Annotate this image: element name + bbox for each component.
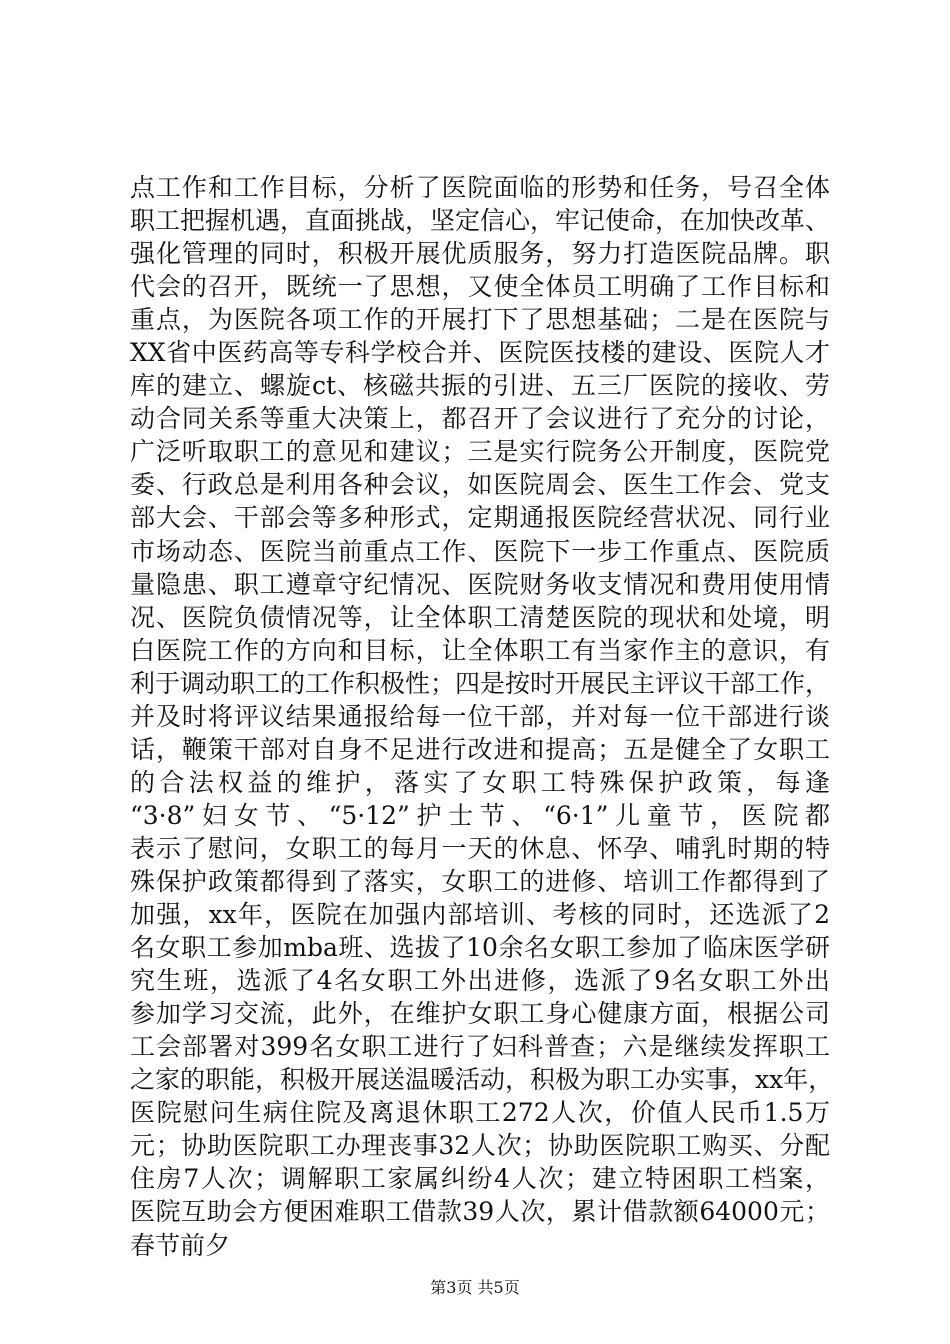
body-text-line: XX省中医药高等专科学校合并、医院医技楼的建设、医院人才: [130, 338, 830, 368]
body-text-line: 医院慰问生病住院及离退休职工272人次，价值人民币1.5万: [130, 1098, 830, 1128]
page-footer: 第3页 共5页: [430, 1278, 520, 1297]
body-text-line: 殊保护政策都得到了落实，女职工的进修、培训工作都得到了: [130, 866, 830, 896]
body-text-line: 利于调动职工的工作积极性；四是按时开展民主评议干部工作，: [130, 668, 831, 698]
body-text-line: 量隐患、职工遵章守纪情况、医院财务收支情况和费用使用情: [130, 569, 830, 599]
body-text-line: 的合法权益的维护，落实了女职工特殊保护政策，每逢: [130, 767, 830, 797]
body-text-line: 强化管理的同时，积极开展优质服务，努力打造医院品牌。职: [130, 239, 830, 269]
body-text: [130, 171, 834, 1262]
body-text-line: 加强，xx年，医院在加强内部培训、考核的同时，还选派了2: [130, 900, 830, 930]
body-text-line: 动合同关系等重大决策上，都召开了会议进行了充分的讨论，: [130, 404, 830, 434]
body-text-line: 医院互助会方便困难职工借款39人次，累计借款额64000元；: [130, 1197, 830, 1227]
body-text-line: 表示了慰问，女职工的每月一天的休息、怀孕、哺乳时期的特: [130, 833, 830, 863]
body-text-line: 重点，为医院各项工作的开展打下了思想基础；二是在医院与: [130, 305, 830, 335]
body-text-line: 委、行政总是利用各种会议，如医院周会、医生工作会、党支: [130, 470, 830, 500]
body-text-line: 工会部署对399名女职工进行了妇科普查；六是继续发挥职工: [130, 1032, 830, 1062]
body-text-line: 元；协助医院职工办理丧事32人次；协助医院职工购买、分配: [130, 1131, 830, 1161]
body-text-line: 话，鞭策干部对自身不足进行改进和提高；五是健全了女职工: [130, 734, 830, 764]
body-text-line: “3·8”妇女节、“5·12”护士节、“6·1”儿童节，医院都: [130, 800, 830, 830]
body-text-line: 市场动态、医院当前重点工作、医院下一步工作重点、医院质: [130, 536, 830, 566]
body-text-line: 究生班，选派了4名女职工外出进修，选派了9名女职工外出: [130, 966, 830, 996]
body-text-line: 部大会、干部会等多种形式，定期通报医院经营状况、同行业: [130, 503, 830, 533]
body-text-line: 广泛听取职工的意见和建议；三是实行院务公开制度，医院党: [130, 437, 830, 467]
body-text-line: 名女职工参加mba班、选拔了10余名女职工参加了临床医学研: [130, 933, 830, 963]
body-text-line: 之家的职能，积极开展送温暖活动，积极为职工办实事，xx年，: [130, 1065, 834, 1095]
body-text-line: 库的建立、螺旋ct、核磁共振的引进、五三厂医院的接收、劳: [130, 371, 830, 401]
body-text-line: 况、医院负债情况等，让全体职工清楚医院的现状和处境，明: [130, 602, 830, 632]
body-text-line: 点工作和工作目标，分析了医院面临的形势和任务，号召全体: [130, 173, 830, 202]
body-text-line: 住房7人次；调解职工家属纠纷4人次；建立特困职工档案，: [130, 1164, 830, 1194]
body-text-line: 职工把握机遇，直面挑战，坚定信心，牢记使命，在加快改革、: [130, 206, 831, 236]
body-text-line: 春节前夕: [130, 1230, 231, 1260]
body-text-line: 并及时将评议结果通报给每一位干部，并对每一位干部进行谈: [130, 701, 830, 731]
body-text-line: 参加学习交流，此外，在维护女职工身心健康方面，根据公司: [130, 999, 830, 1029]
body-text-line: 代会的召开，既统一了思想，又使全体员工明确了工作目标和: [130, 272, 830, 302]
body-text-line: 白医院工作的方向和目标，让全体职工有当家作主的意识，有: [130, 635, 830, 665]
